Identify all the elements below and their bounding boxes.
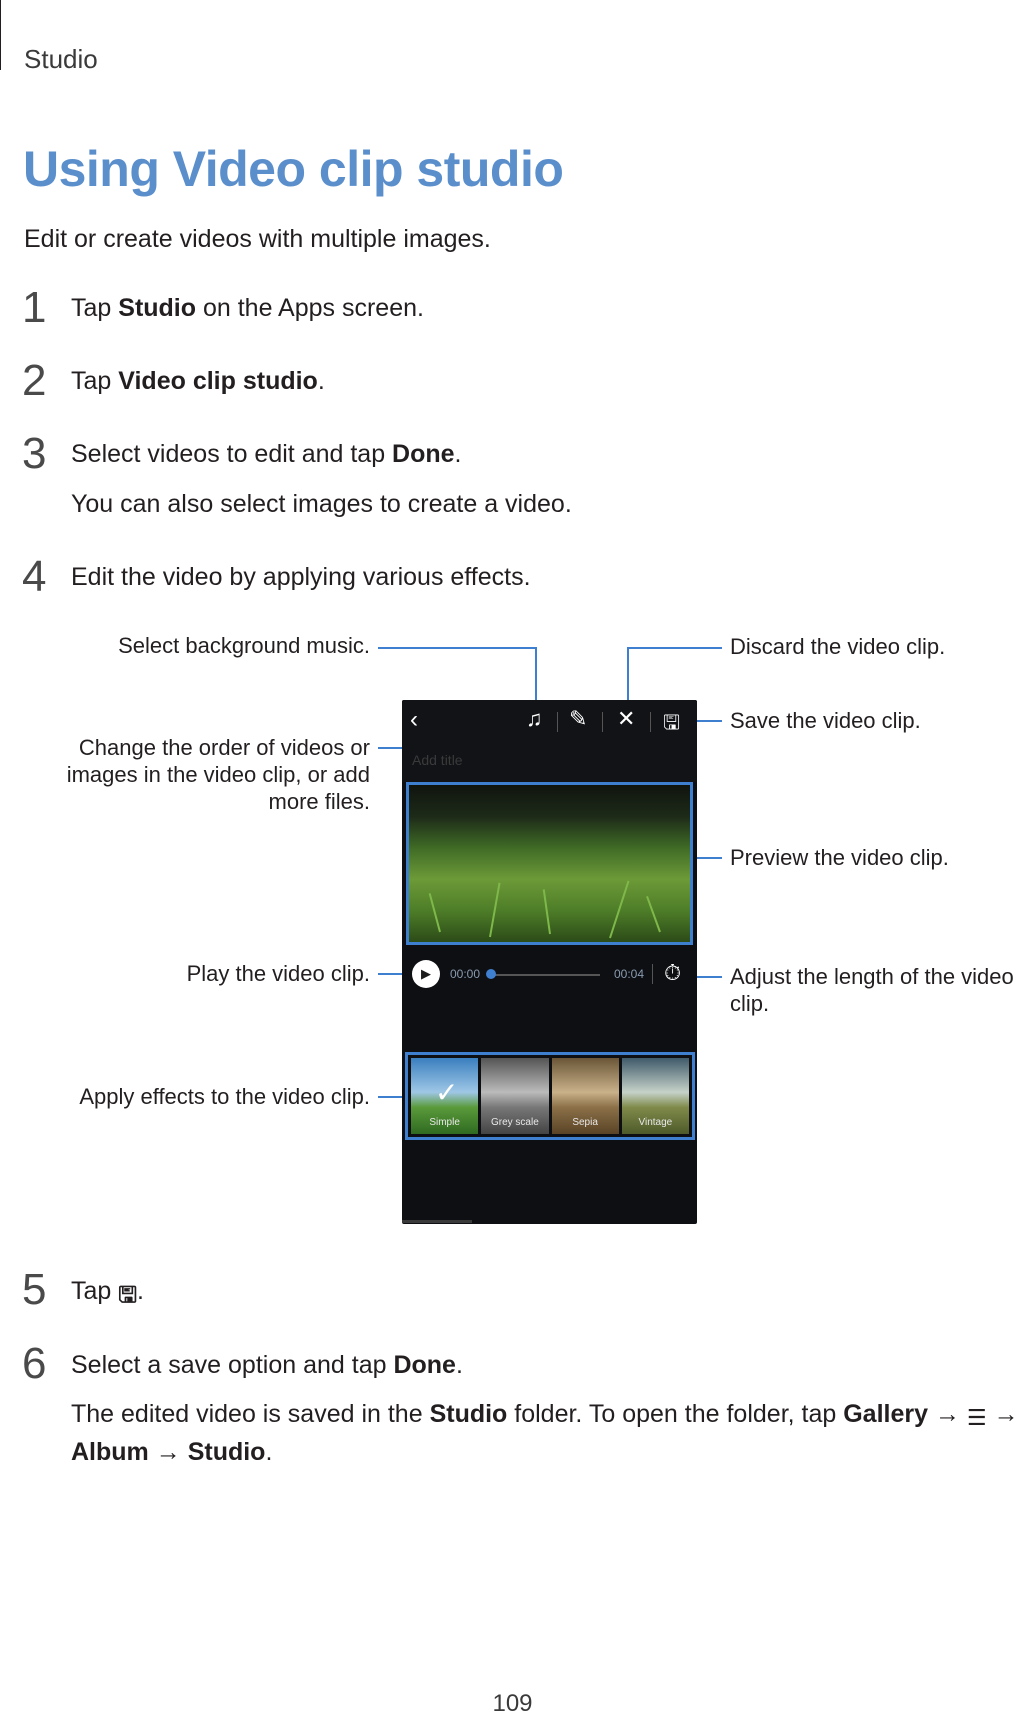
toolbar-divider (602, 712, 603, 732)
menu-icon: ☰ (966, 1405, 987, 1430)
back-icon[interactable]: ‹ (410, 706, 418, 733)
toolbar-divider (557, 712, 558, 732)
time-end: 00:04 (614, 967, 645, 981)
callout-play: Play the video clip. (186, 961, 370, 986)
effect-label: Grey scale (490, 1117, 539, 1128)
step-text: Tap Video clip studio. (71, 367, 325, 395)
effect-vintage[interactable] (622, 1058, 689, 1134)
video-preview[interactable] (406, 782, 693, 945)
callout-order-line: Change the order of videos or (78, 735, 370, 760)
callout-order-line: images in the video clip, or add (66, 762, 370, 787)
step-text: Tap Studio on the Apps screen. (71, 294, 424, 322)
editor-toolbar (402, 700, 697, 782)
step-note: You can also select images to create a video. (71, 490, 572, 518)
callout-music: Select background music. (118, 633, 370, 658)
callout-discard: Discard the video clip. (730, 634, 946, 659)
close-icon[interactable]: ✕ (617, 706, 636, 731)
callout-length-line: Adjust the length of the video (730, 964, 1014, 989)
scroll-indicator (402, 1220, 472, 1223)
step-number: 4 (22, 552, 47, 601)
effects-strip (405, 1052, 695, 1140)
callout-order (40, 734, 370, 815)
callout-save: Save the video clip. (730, 708, 921, 733)
check-icon: ✓ (435, 1077, 459, 1108)
page-number: 109 (492, 1690, 533, 1717)
callout-order-line: more files. (268, 789, 370, 814)
play-button[interactable]: ▶ (412, 960, 440, 988)
final-note-line2: Album → Studio. (71, 1438, 273, 1466)
callout-length-line: clip. (730, 991, 770, 1016)
leader-line-preview (697, 857, 722, 859)
step-text: Select videos to edit and tap Done. (71, 440, 462, 468)
save-icon[interactable]: 🖫 (663, 712, 681, 734)
music-icon[interactable]: ♫ (526, 706, 543, 731)
step-number: 2 (22, 356, 47, 405)
step-text: Edit the video by applying various effects. (71, 563, 531, 591)
phone-screenshot (402, 700, 697, 1224)
grass-detail (543, 889, 551, 934)
effect-label: Sepia (572, 1117, 598, 1128)
final-note-line1: The edited video is saved in the Studio folder. To open the folder, tap Gallery → ☰ → (71, 1398, 1019, 1434)
step-number: 1 (22, 283, 47, 332)
step-number: 3 (22, 429, 47, 478)
leader-line-play (378, 973, 402, 975)
effect-label: Vintage (638, 1117, 673, 1128)
leader-line-effects (378, 1096, 402, 1098)
progress-knob[interactable] (486, 969, 496, 979)
timer-icon[interactable]: ⏱ (664, 960, 682, 985)
step-number: 6 (22, 1339, 47, 1388)
effect-label: Simple (429, 1117, 460, 1128)
effect-sepia[interactable] (552, 1058, 619, 1134)
leader-line-discard-v (627, 647, 629, 702)
title-field[interactable]: Add title (412, 752, 463, 768)
leader-line-music-v (535, 647, 537, 702)
step-number: 5 (22, 1265, 47, 1314)
callout-preview: Preview the video clip. (730, 845, 949, 870)
save-icon: 🖫 (118, 1282, 138, 1307)
header-rule (0, 0, 1, 70)
step-text: Tap 🖫. (71, 1275, 144, 1311)
time-start: 00:00 (450, 967, 481, 981)
effect-grey-scale[interactable] (481, 1058, 548, 1134)
page-title: Using Video clip studio (23, 141, 564, 197)
intro-text: Edit or create videos with multiple images. (24, 225, 491, 253)
progress-track[interactable] (490, 974, 600, 976)
grass-detail (489, 883, 501, 938)
toolbar-divider (650, 712, 651, 732)
grass-detail (429, 893, 441, 932)
playback-controls (402, 950, 697, 996)
leader-line-discard (627, 647, 722, 649)
section-label: Studio (24, 44, 98, 74)
controls-divider (652, 964, 653, 984)
grass-detail (609, 881, 629, 939)
edit-pencil-icon[interactable]: ✎ (569, 706, 588, 731)
grass-detail (646, 896, 661, 932)
effect-simple[interactable] (411, 1058, 478, 1134)
callout-length (730, 963, 1014, 1017)
leader-line-music (378, 647, 535, 649)
callout-effects: Apply effects to the video clip. (79, 1084, 370, 1109)
step-text: Select a save option and tap Done. (71, 1351, 463, 1379)
